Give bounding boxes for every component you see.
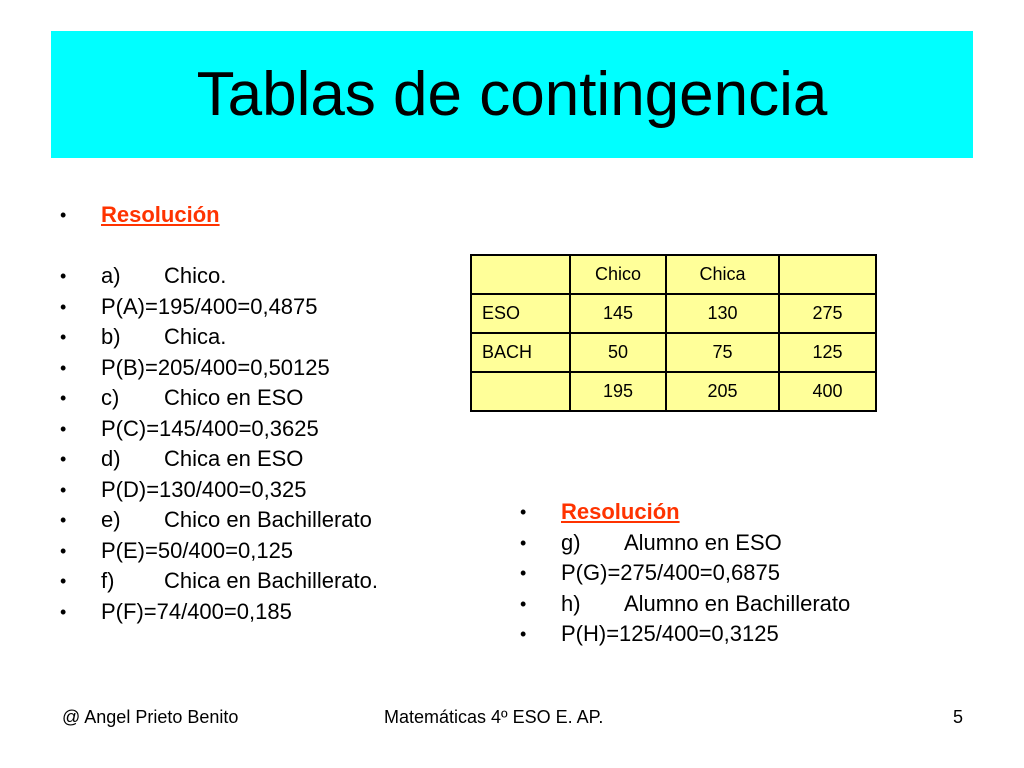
list-item [60,475,460,506]
item-text: P(E)=50/400=0,125 [101,537,294,563]
table-row [471,294,876,333]
list-item [60,322,460,353]
right-resolution-list [520,497,940,650]
list-item-content [561,558,780,589]
list-item [520,528,940,559]
left-list-heading-item [60,200,460,231]
bullet-dot: • [60,296,67,317]
item-text: P(B)=205/400=0,50125 [101,354,330,380]
footer-page-number: 5 [953,707,964,727]
item-label: b) [101,324,121,349]
table-cell: 50 [570,333,666,372]
item-text: Chica. [164,324,227,349]
bullet-dot: • [520,502,527,522]
bullet-dot: • [60,418,67,439]
bullet-dot: • [520,593,527,614]
list-item-content [101,292,318,323]
bullet-dot: • [520,563,527,583]
table-cell: 205 [666,372,779,411]
table-cell: Chico [570,255,666,294]
item-text: Chico en ESO [164,385,304,410]
list-item [60,292,460,323]
bullet-dot: • [60,540,67,561]
table-cell: 130 [666,294,779,333]
item-text: P(G)=275/400=0,6875 [561,560,780,585]
list-item [60,414,460,445]
list-item-content [101,322,226,353]
list-item-content [101,566,378,597]
item-label: a) [101,263,121,288]
list-item [60,353,460,384]
bullet-dot: • [60,601,67,622]
bullet-dot: • [60,449,67,469]
row-label-cell: BACH [471,333,570,372]
list-item-content [101,505,372,536]
list-item-content [101,536,293,567]
table-cell: 400 [779,372,876,411]
bullet-dot: • [60,266,67,286]
bullet-dot: • [60,571,67,591]
list-item-content [561,589,850,620]
item-label: g) [561,529,581,555]
item-text: Alumno en Bachillerato [624,590,851,616]
list-item-content [101,353,330,384]
list-item [60,597,460,628]
item-label: h) [561,590,581,616]
table-cell: 195 [570,372,666,411]
left-resolution-list [60,200,460,627]
list-item-content [561,619,779,650]
item-text: P(H)=125/400=0,3125 [561,621,779,646]
list-item [520,619,940,650]
list-item-content [101,261,226,292]
table-cell: 125 [779,333,876,372]
item-text: P(D)=130/400=0,325 [101,476,307,502]
bullet-dot: • [60,479,67,500]
list-item-content [101,414,319,445]
contingency-table-body [471,255,876,411]
table-cell: 75 [666,333,779,372]
list-item [60,261,460,292]
list-item-content [101,383,303,414]
bullet-dot: • [60,357,67,378]
table-cell: 275 [779,294,876,333]
table-cell [779,255,876,294]
table-row [471,372,876,411]
row-label-cell [471,372,570,411]
table-cell: Chica [666,255,779,294]
bullet-dot: • [60,510,67,530]
bullet-dot: • [60,327,67,347]
list-item [60,444,460,475]
item-text: Alumno en ESO [624,529,782,555]
list-item-content [101,597,292,628]
bullet-dot: • [520,624,527,644]
list-item [60,383,460,414]
list-item [520,589,940,620]
list-item-content [101,475,307,506]
spacer [60,231,460,262]
list-item [60,536,460,567]
item-text: Chico. [164,263,227,288]
title-band [51,31,973,158]
list-item [60,566,460,597]
list-item-content [561,528,782,559]
contingency-table [470,254,877,412]
right-list-heading-item [520,497,940,528]
bullet-dot: • [60,388,67,408]
slide-title: Tablas de contingencia [196,60,828,129]
bullet-dot: • [60,205,67,225]
list-item [520,558,940,589]
item-text: P(A)=195/400=0,4875 [101,293,318,319]
bullet-dot: • [520,532,527,553]
item-label: d) [101,446,121,471]
list-item [60,505,460,536]
footer-author: @ Angel Prieto Benito [62,707,239,727]
item-text: Chica en Bachillerato. [164,568,379,593]
item-text: Chica en ESO [164,446,304,471]
list-item-content [101,444,303,475]
item-label: c) [101,385,120,410]
item-text: P(F)=74/400=0,185 [101,598,292,624]
table-cell: 145 [570,294,666,333]
row-label-cell: ESO [471,294,570,333]
item-label: e) [101,507,121,532]
section-heading: Resolución [101,202,220,227]
item-text: Chico en Bachillerato [164,507,372,532]
table-header-row [471,255,876,294]
section-heading: Resolución [561,499,680,524]
footer-course: Matemáticas 4º ESO E. AP. [384,707,604,727]
item-label: f) [101,568,115,593]
item-text: P(C)=145/400=0,3625 [101,415,319,441]
table-row [471,333,876,372]
row-label-cell [471,255,570,294]
